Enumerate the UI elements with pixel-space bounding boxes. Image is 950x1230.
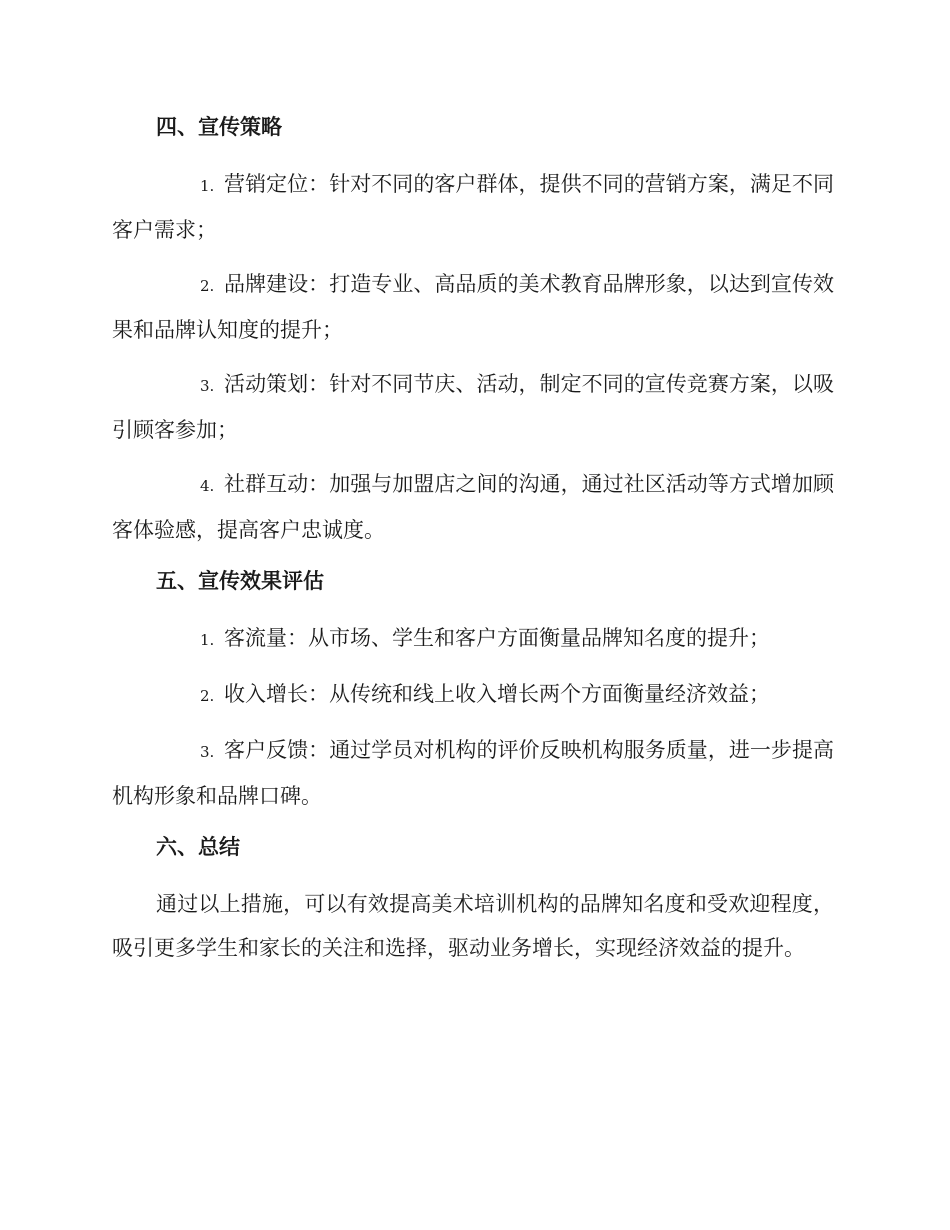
list-item-text: 品牌建设：打造专业、高品质的美术教育品牌形象，以达到宣传效果和品牌认知度的提升； xyxy=(112,272,834,342)
list-item-text: 客户反馈：通过学员对机构的评价反映机构服务质量，进一步提高机构形象和品牌口碑。 xyxy=(112,738,834,808)
list-item xyxy=(112,616,834,662)
document-body xyxy=(112,108,834,970)
list-item-text: 收入增长：从传统和线上收入增长两个方面衡量经济效益； xyxy=(224,682,770,706)
list-item-text: 社群互动：加强与加盟店之间的沟通，通过社区活动等方式增加顾客体验感，提高客户忠诚度。 xyxy=(112,472,834,542)
list-item xyxy=(112,362,834,452)
list-item xyxy=(112,462,834,552)
list-item-text: 活动策划：针对不同节庆、活动，制定不同的宣传竞赛方案，以吸引顾客参加； xyxy=(112,372,834,442)
section-heading: 六、总结 xyxy=(156,834,240,859)
section-heading: 四、宣传策略 xyxy=(156,114,282,139)
list-item xyxy=(112,728,834,818)
list-number: 3. xyxy=(200,743,215,761)
summary-paragraph: 通过以上措施，可以有效提高美术培训机构的品牌知名度和受欢迎程度，吸引更多学生和家长的关注和选择，驱动业务增长，实现经济效益的提升。 xyxy=(112,892,834,960)
list-item xyxy=(112,672,834,718)
list-number: 2. xyxy=(200,277,215,295)
section-heading: 五、宣传效果评估 xyxy=(156,568,324,593)
list-item-text: 客流量：从市场、学生和客户方面衡量品牌知名度的提升； xyxy=(224,626,770,650)
list-number: 2. xyxy=(200,687,215,705)
list-number: 1. xyxy=(200,631,215,649)
list-number: 3. xyxy=(200,377,215,395)
list-number: 1. xyxy=(200,177,215,195)
list-item-text: 营销定位：针对不同的客户群体，提供不同的营销方案，满足不同客户需求； xyxy=(112,172,834,242)
list-item xyxy=(112,162,834,252)
list-number: 4. xyxy=(200,477,215,495)
list-item xyxy=(112,262,834,352)
